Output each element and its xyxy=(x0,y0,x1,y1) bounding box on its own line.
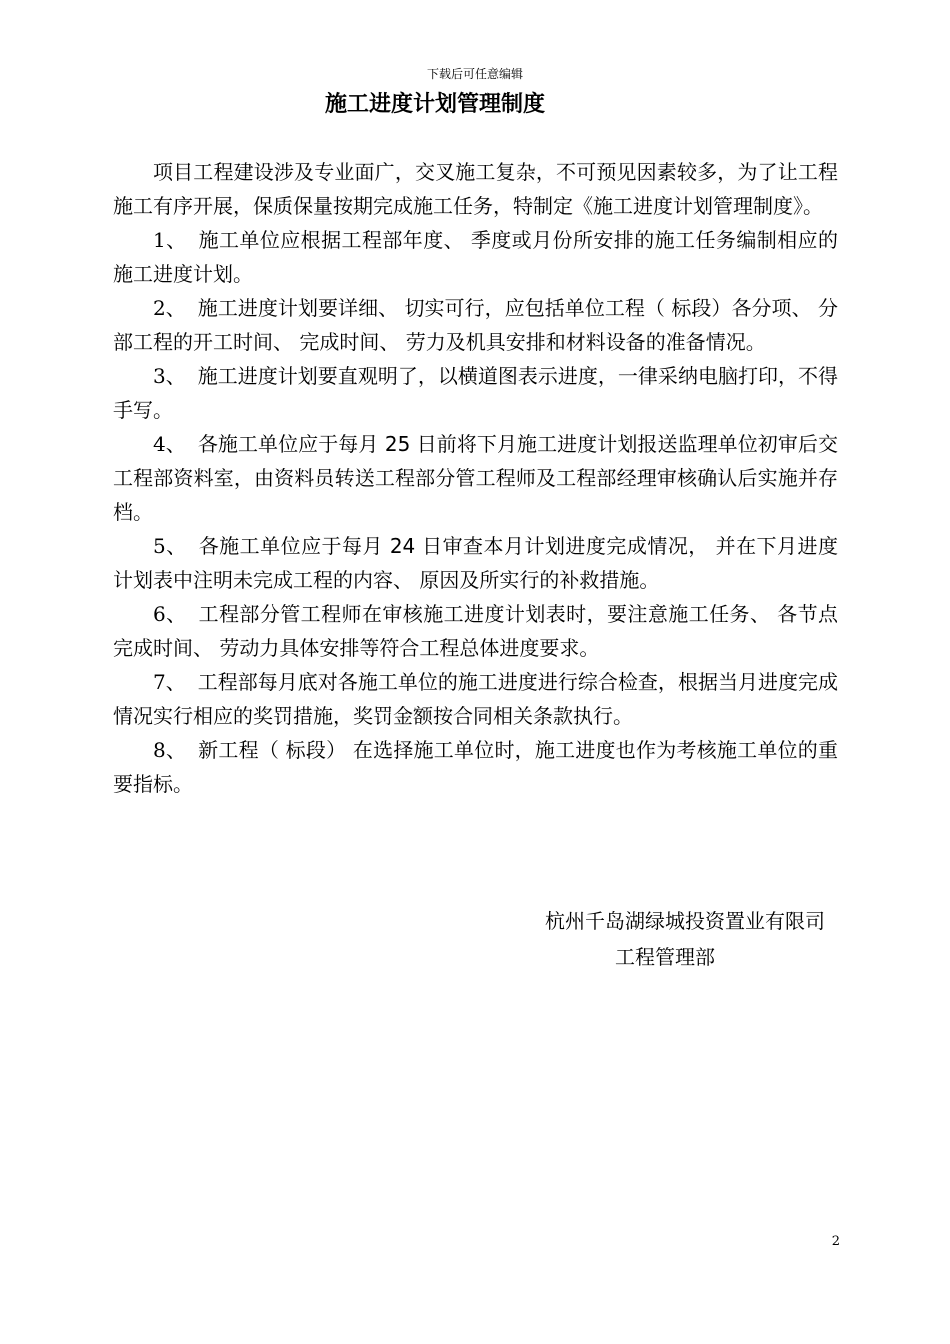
document-body xyxy=(113,155,838,801)
clause-text: 各施工单位应于每月 24 日审查本月计划进度完成情况， 并在下月进度计划表中注明未完成工程的内容、 原因及所实行的补救措施。 xyxy=(113,534,838,592)
signature-block xyxy=(505,903,825,975)
clause-2 xyxy=(113,291,838,359)
page-number: 2 xyxy=(831,1234,840,1249)
clause-text: 工程部分管工程师在审核施工进度计划表时，要注意施工任务、 各节点完成时间、 劳动力具体安排等符合工程总体进度要求。 xyxy=(113,602,838,660)
clause-8 xyxy=(113,733,838,801)
clause-text: 工程部每月底对各施工单位的施工进度进行综合检查，根据当月进度完成情况实行相应的奖罚措施，奖罚金额按合同相关条款执行。 xyxy=(113,670,838,728)
clause-text: 施工进度计划要直观明了，以横道图表示进度，一律采纳电脑打印，不得手写。 xyxy=(113,364,838,422)
clause-number: 4、 xyxy=(153,432,186,456)
clause-text: 新工程（ 标段） 在选择施工单位时，施工进度也作为考核施工单位的重要指标。 xyxy=(113,738,838,796)
clause-number: 8、 xyxy=(153,738,187,762)
clause-text: 施工单位应根据工程部年度、 季度或月份所安排的施工任务编制相应的施工进度计划。 xyxy=(113,228,838,286)
intro-paragraph: 项目工程建设涉及专业面广，交叉施工复杂，不可预见因素较多，为了让工程施工有序开展，保质保量按期完成施工任务，特制定《施工进度计划管理制度》。 xyxy=(113,160,838,218)
clause-6 xyxy=(113,597,838,665)
clause-number: 5、 xyxy=(153,534,187,558)
clause-number: 3、 xyxy=(153,364,186,388)
clause-7 xyxy=(113,665,838,733)
clause-number: 7、 xyxy=(153,670,186,694)
clause-5 xyxy=(113,529,838,597)
clause-text: 施工进度计划要详细、 切实可行，应包括单位工程（ 标段）各分项、 分部工程的开工时间、 完成时间、 劳力及机具安排和材料设备的准备情况。 xyxy=(113,296,838,354)
clause-text: 各施工单位应于每月 25 日前将下月施工进度计划报送监理单位初审后交工程部资料室，由资料员转送工程部分管工程师及工程部经理审核确认后实施并存档。 xyxy=(113,432,838,524)
clause-number: 6、 xyxy=(153,602,187,626)
clause-3 xyxy=(113,359,838,427)
clause-1 xyxy=(113,223,838,291)
clause-number: 1、 xyxy=(153,228,187,252)
document-title: 施工进度计划管理制度 xyxy=(324,92,545,117)
header-note: 下载后可任意编辑 xyxy=(426,67,523,81)
signature-company: 杭州千岛湖绿城投资置业有限司 xyxy=(545,909,825,933)
signature-department: 工程管理部 xyxy=(615,945,715,969)
clause-4 xyxy=(113,427,838,529)
clause-number: 2、 xyxy=(153,296,186,320)
